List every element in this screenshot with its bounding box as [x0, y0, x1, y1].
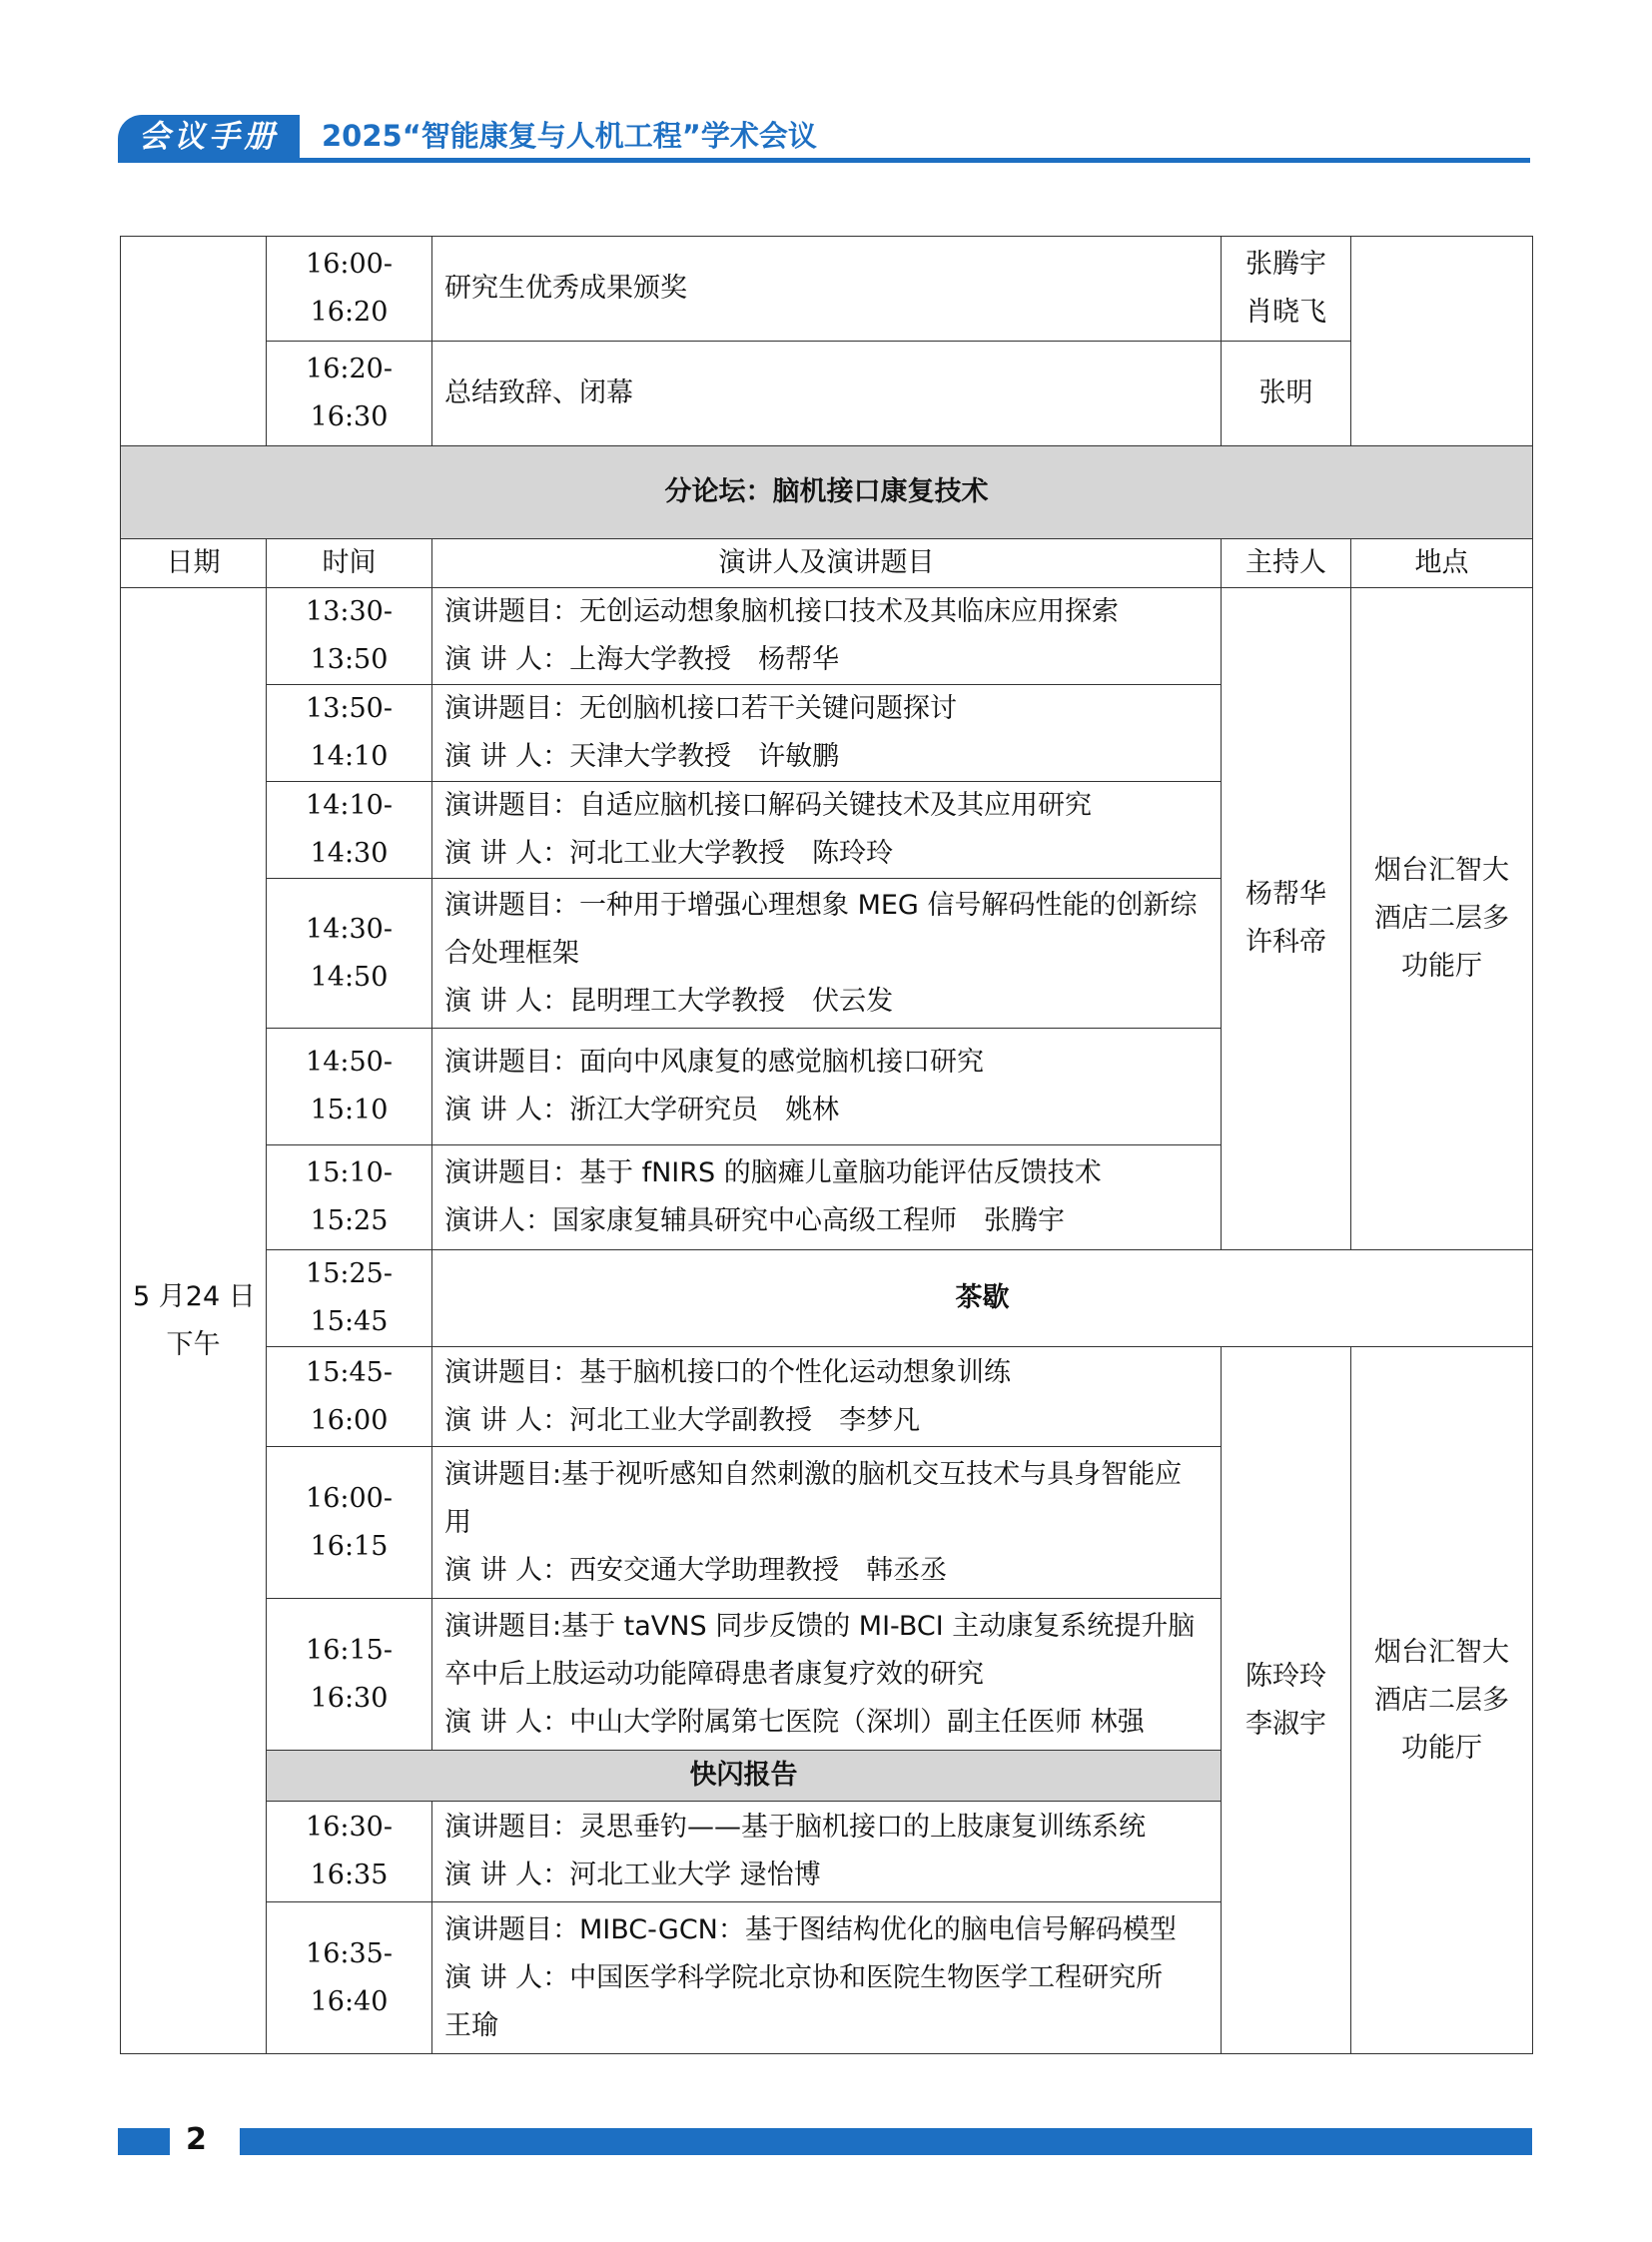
column-header: 日期: [121, 539, 267, 588]
talk-title: 演讲题目：无创脑机接口若干关键问题探讨: [444, 693, 957, 724]
host-name: 陈玲玲: [1245, 1660, 1326, 1692]
date-cell: [121, 588, 267, 2054]
talk-title: 演讲题目：一种用于增强心理想象 MEG 信号解码性能的创新综: [444, 889, 1198, 921]
host-name: 张明: [1258, 377, 1313, 408]
talk-speaker: 王瑜: [444, 2009, 498, 2041]
talk-detail: [432, 685, 1222, 782]
column-header: 主持人: [1222, 539, 1351, 588]
column-header: 演讲人及演讲题目: [432, 539, 1222, 588]
time-cell: 16:20-16:30: [267, 342, 432, 446]
talk-speaker: 演 讲 人：中国医学科学院北京协和医院生物医学工程研究所: [444, 1961, 1164, 1993]
host-name: 杨帮华: [1245, 879, 1326, 910]
talk-speaker: 演 讲 人：西安交通大学助理教授 韩丞丞: [444, 1554, 948, 1586]
talk-detail: [432, 1902, 1222, 2054]
flash-report-label: 快闪报告: [267, 1751, 1222, 1802]
talk-title: 演讲题目:基于 taVNS 同步反馈的 MI-BCI 主动康复系统提升脑: [444, 1610, 1196, 1642]
talk-title: 卒中后上肢运动功能障碍患者康复疗效的研究: [444, 1658, 984, 1690]
time-cell: 16:35-16:40: [267, 1902, 432, 2054]
talk-detail: [432, 1447, 1222, 1599]
header-rule: [118, 158, 1530, 163]
time-cell: 15:10-15:25: [267, 1145, 432, 1250]
venue-cell: [1351, 1347, 1533, 2054]
host-cell: [1222, 237, 1351, 342]
empty-venue-cell: [1351, 237, 1533, 446]
talk-detail: [432, 1802, 1222, 1902]
agenda-item: 研究生优秀成果颁奖: [432, 237, 1222, 342]
talk-detail: [432, 782, 1222, 879]
break-row: [121, 1250, 1533, 1347]
column-header: 地点: [1351, 539, 1533, 588]
date-line: 下午: [166, 1328, 221, 1360]
talk-speaker: 演 讲 人：浙江大学研究员 姚林: [444, 1095, 840, 1125]
venue-line: 烟台汇智大: [1374, 855, 1509, 886]
manual-tab-label: 会议手册: [118, 115, 300, 159]
time-cell: 14:30-14:50: [267, 879, 432, 1029]
column-header: 时间: [267, 539, 432, 588]
time-cell: 16:00-16:20: [267, 237, 432, 342]
subforum-title-row: [121, 446, 1533, 539]
venue-line: 功能厅: [1401, 1732, 1482, 1764]
talk-row: [121, 588, 1533, 685]
talk-title: 演讲题目:基于视听感知自然刺激的脑机交互技术与具身智能应: [444, 1458, 1183, 1490]
talk-title: 演讲题目：基于脑机接口的个性化运动想象训练: [444, 1356, 1011, 1388]
venue-line: 酒店二层多: [1374, 1684, 1509, 1716]
venue-line: 烟台汇智大: [1374, 1636, 1509, 1668]
time-cell: 14:50-15:10: [267, 1029, 432, 1145]
host-cell: [1222, 588, 1351, 1250]
talk-row: [121, 1347, 1533, 1447]
talk-detail: [432, 1029, 1222, 1145]
talk-title: 合处理框架: [444, 937, 579, 969]
venue-line: 功能厅: [1401, 951, 1482, 982]
footer-bar-right: [240, 2128, 1532, 2155]
conference-title: 2025“智能康复与人机工程”学术会议: [322, 119, 817, 153]
schedule-table: [120, 236, 1533, 2054]
talk-speaker: 演 讲 人：昆明理工大学教授 伏云发: [444, 985, 894, 1017]
time-cell: 15:45-16:00: [267, 1347, 432, 1447]
host-cell: [1222, 342, 1351, 446]
page-number: 2: [186, 2122, 207, 2157]
venue-cell: [1351, 588, 1533, 1250]
time-cell: 15:25-15:45: [267, 1250, 432, 1347]
tea-break-label: 茶歇: [432, 1250, 1533, 1347]
footer-bar-left: [118, 2128, 170, 2155]
time-cell: 16:00-16:15: [267, 1447, 432, 1599]
talk-speaker: 演讲人：国家康复辅具研究中心高级工程师 张腾宇: [444, 1205, 1065, 1236]
talk-speaker: 演 讲 人：河北工业大学教授 陈玲玲: [444, 838, 894, 869]
host-name: 李淑宇: [1245, 1708, 1326, 1740]
talk-detail: [432, 1599, 1222, 1751]
closing-row: [121, 237, 1533, 342]
talk-speaker: 演 讲 人：河北工业大学 逯怡博: [444, 1860, 821, 1890]
time-cell: 13:50-14:10: [267, 685, 432, 782]
host-cell: [1222, 1347, 1351, 2054]
talk-title: 演讲题目：灵思垂钓——基于脑机接口的上肢康复训练系统: [444, 1812, 1146, 1843]
talk-speaker: 演 讲 人：河北工业大学副教授 李梦凡: [444, 1404, 921, 1436]
talk-title: 演讲题目：基于 fNIRS 的脑瘫儿童脑功能评估反馈技术: [444, 1157, 1102, 1188]
host-name: 张腾宇: [1245, 249, 1326, 280]
subforum-title: 分论坛：脑机接口康复技术: [121, 446, 1533, 539]
column-header-row: [121, 539, 1533, 588]
venue-line: 酒店二层多: [1374, 903, 1509, 934]
date-line: 5 月24 日: [133, 1280, 256, 1312]
time-cell: 14:10-14:30: [267, 782, 432, 879]
talk-detail: [432, 879, 1222, 1029]
host-name: 许科帝: [1245, 927, 1326, 958]
time-cell: 16:30-16:35: [267, 1802, 432, 1902]
talk-title: 演讲题目：面向中风康复的感觉脑机接口研究: [444, 1047, 984, 1078]
empty-date-cell: [121, 237, 267, 446]
talk-title: 用: [444, 1506, 471, 1538]
talk-detail: [432, 1145, 1222, 1250]
time-cell: 13:30-13:50: [267, 588, 432, 685]
closing-row: [121, 342, 1533, 446]
talk-detail: [432, 588, 1222, 685]
talk-title: 演讲题目：MIBC-GCN：基于图结构优化的脑电信号解码模型: [444, 1913, 1177, 1945]
talk-speaker: 演 讲 人：上海大学教授 杨帮华: [444, 644, 840, 675]
talk-title: 演讲题目：自适应脑机接口解码关键技术及其应用研究: [444, 790, 1092, 821]
agenda-item: 总结致辞、闭幕: [432, 342, 1222, 446]
talk-title: 演讲题目：无创运动想象脑机接口技术及其临床应用探索: [444, 596, 1119, 627]
talk-speaker: 演 讲 人：中山大学附属第七医院（深圳）副主任医师 林强: [444, 1706, 1145, 1738]
talk-detail: [432, 1347, 1222, 1447]
talk-speaker: 演 讲 人：天津大学教授 许敏鹏: [444, 741, 840, 772]
host-name: 肖晓飞: [1245, 297, 1326, 328]
time-cell: 16:15-16:30: [267, 1599, 432, 1751]
